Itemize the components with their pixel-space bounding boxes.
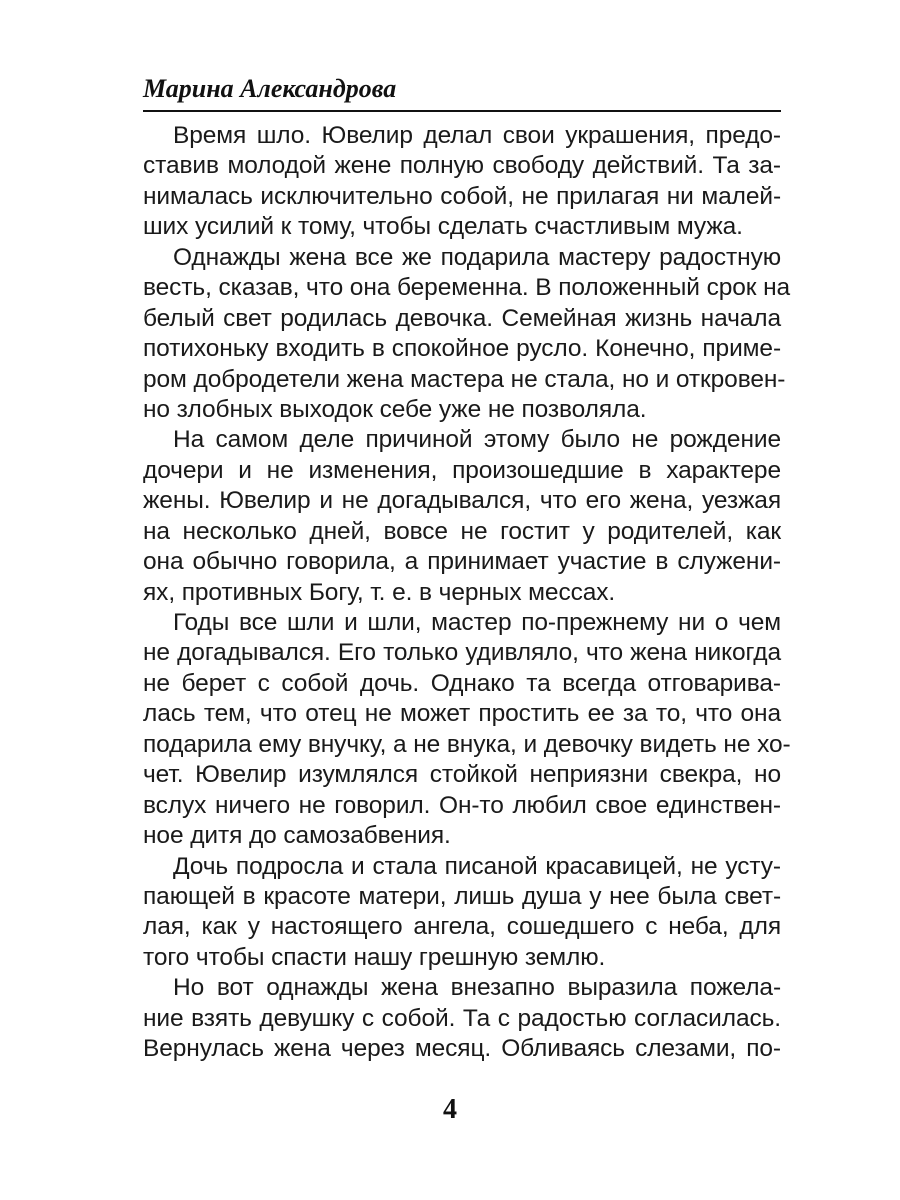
text-line: лая, как у настоящего ангела, сошедшего с неба, для: [143, 913, 781, 941]
paragraph: [143, 973, 781, 1064]
text-line: Время шло. Ювелир делал свои украшения, предо-: [173, 122, 781, 149]
text-line: на несколько дней, вовсе не гостит у родителей, как: [143, 517, 781, 545]
text-line: Дочь подросла и стала писаной красавицей, не усту-: [173, 852, 781, 880]
text-line: пающей в красоте матери, лишь душа у нее была свет-: [143, 882, 781, 910]
text-line: не догадывался. Его только удивляло, что жена никогда: [143, 639, 781, 667]
paragraph: [143, 121, 781, 243]
header-rule: [143, 110, 781, 112]
text-line: лась тем, что отец не может простить ее за то, что она: [143, 700, 781, 728]
author-name: Марина Александрова: [143, 74, 397, 103]
text-line: дочери и не изменения, произошедшие в характере: [143, 456, 781, 484]
text-line: но злобных выходок себе уже не позволяла.: [143, 395, 647, 423]
text-line: белый свет родилась девочка. Семейная жизнь начала: [143, 304, 781, 332]
text-line: весть, сказав, что она беременна. В положенный срок на: [143, 274, 791, 302]
paragraph: [143, 425, 781, 608]
body-text: [143, 121, 791, 1065]
text-line: На самом деле причиной этому было не рождение: [173, 426, 781, 454]
text-line: Вернулась жена через месяц. Обливаясь слезами, по-: [143, 1035, 781, 1063]
text-line: чет. Ювелир изумлялся стойкой неприязни свекра, но: [143, 761, 781, 789]
paragraph: [143, 852, 781, 974]
text-line: подарила ему внучку, а не внука, и девочку видеть не хо-: [143, 730, 791, 758]
text-line: ром добродетели жена мастера не стала, но и откровен-: [143, 365, 786, 393]
page-number: 4: [443, 1094, 457, 1125]
text-line: Но вот однажды жена внезапно выразила пожела-: [173, 974, 781, 1002]
text-line: ставив молодой жене полную свободу действий. Та за-: [143, 152, 781, 180]
text-line: ших усилий к тому, чтобы сделать счастливым мужа.: [143, 213, 743, 241]
running-header: [143, 74, 783, 110]
text-line: не берет с собой дочь. Однако та всегда отговарива-: [143, 669, 781, 697]
text-line: ное дитя до самозабвения.: [143, 822, 451, 850]
text-line: она обычно говорила, а принимает участие в служени-: [143, 548, 781, 576]
text-line: нималась исключительно собой, не прилагая ни малей-: [143, 182, 781, 210]
paragraph: [143, 243, 791, 426]
text-line: вслух ничего не говорил. Он-то любил свое единствен-: [143, 791, 781, 819]
text-line: ние взять девушку с собой. Та с радостью согласилась.: [143, 1004, 781, 1032]
text-line: потихоньку входить в спокойное русло. Конечно, приме-: [143, 335, 781, 363]
text-line: ях, противных Богу, т. е. в черных мессах.: [143, 578, 616, 606]
text-line: Годы все шли и шли, мастер по-прежнему ни о чем: [173, 609, 781, 636]
text-line: того чтобы спасти нашу грешную землю.: [143, 943, 606, 971]
paragraph: [143, 608, 791, 852]
text-line: Однажды жена все же подарила мастеру радостную: [173, 243, 781, 271]
text-line: жены. Ювелир и не догадывался, что его жена, уезжая: [143, 487, 781, 515]
